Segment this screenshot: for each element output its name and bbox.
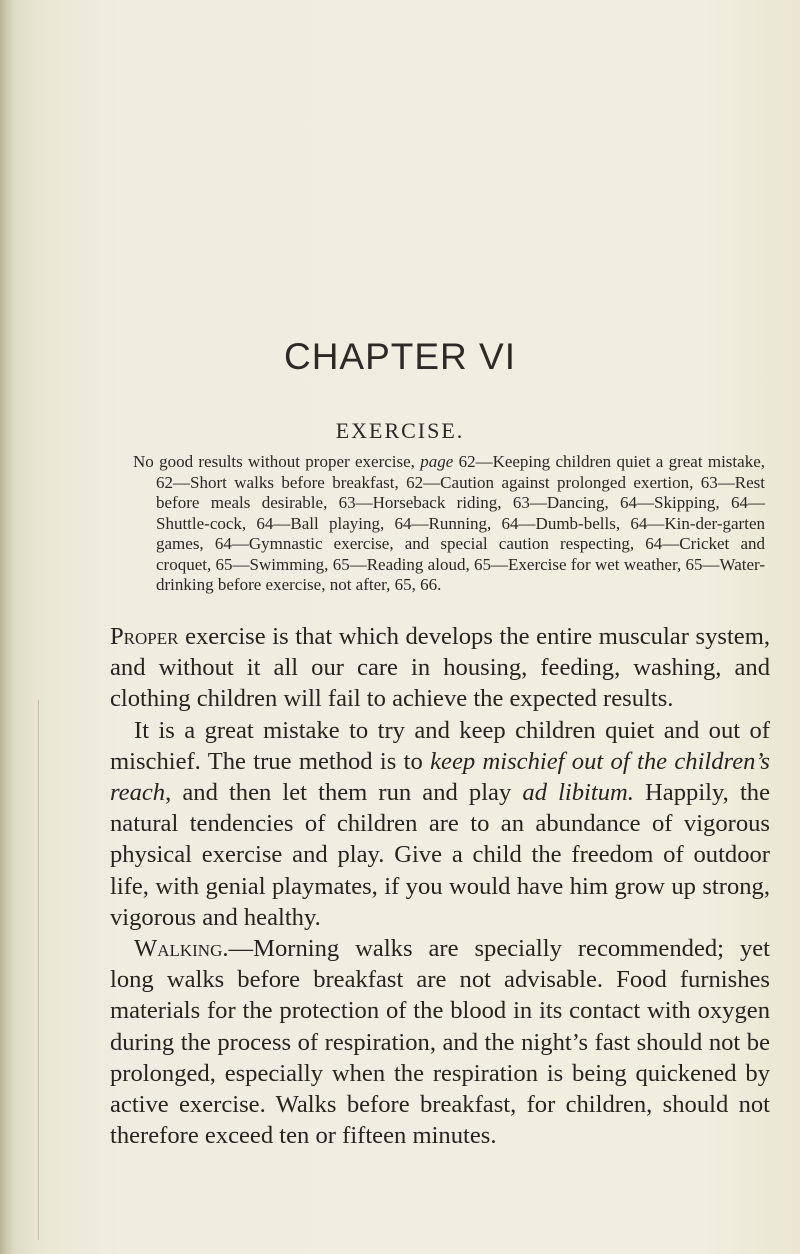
paragraph-lead-word: Proper bbox=[110, 623, 179, 650]
chapter-synopsis bbox=[133, 452, 765, 596]
paragraph-walking bbox=[110, 933, 770, 1151]
paragraph-lead-word: Walking. bbox=[134, 935, 229, 963]
paragraph-italic-b: ad libitum. bbox=[522, 779, 634, 807]
paragraph-proper-exercise bbox=[110, 621, 770, 715]
page-fold-line bbox=[38, 700, 39, 1240]
paragraph-text: —Morning walks are specially recommended; yet long walks before breakfast are not advisable. Food furnishes materials for the protection of the blood in its contact with oxygen during the process of respiration, and the night’s fast should not be prolonged, especially when the respiration is being quickened by active exercise. Walks before breakfast, for children, should not therefore exceed ten or fifteen minutes. bbox=[110, 935, 770, 1150]
synopsis-rest: 62—Keeping children quiet a great mistake, 62—Short walks before breakfast, 62—Caution against prolonged exertion, 63—Rest before meals desirable, 63—Horseback riding, 63—Dancing, 64—Skipping, 64—Shuttle-cock, 64—Ball playing, 64—Running, 64—Dumb-bells, 64—Kin-der-garten games, 64—Gymnastic exercise, and special caution respecting, 64—Cricket and croquet, 65—Swimming, 65—Reading aloud, 65—Exercise for wet weather, 65—Water-drinking before exercise, not after, 65, 66. bbox=[156, 452, 765, 594]
synopsis-prefix: No good results without proper exercise, bbox=[133, 452, 421, 471]
paragraph-text-a: It is a great mistake to try and keep children quiet and out of mischief. The true method is to bbox=[110, 716, 770, 775]
page-spine-shadow bbox=[0, 0, 14, 1254]
paragraph-text-b: , and then let them run and play bbox=[165, 779, 523, 807]
synopsis-page-word: page bbox=[420, 452, 454, 471]
paragraph-italic-a: keep mischief out of the children’s reach bbox=[110, 747, 770, 807]
chapter-heading: CHAPTER VI bbox=[283, 336, 517, 377]
chapter-title: EXERCISE. bbox=[335, 418, 465, 443]
body-text bbox=[110, 621, 770, 1151]
paragraph-keeping-quiet bbox=[110, 715, 770, 933]
paragraph-text-c: Happily, the natural tendencies of children are to an abundance of vigorous physical exercise and play. Give a child the freedom of outdoor life, with genial playmates, if you would have him grow up strong, vigorous and healthy. bbox=[110, 779, 770, 931]
paragraph-text: exercise is that which develops the entire muscular system, and without it all our care in housing, feeding, washing, and clothing children will fail to achieve the expected results. bbox=[110, 623, 770, 713]
